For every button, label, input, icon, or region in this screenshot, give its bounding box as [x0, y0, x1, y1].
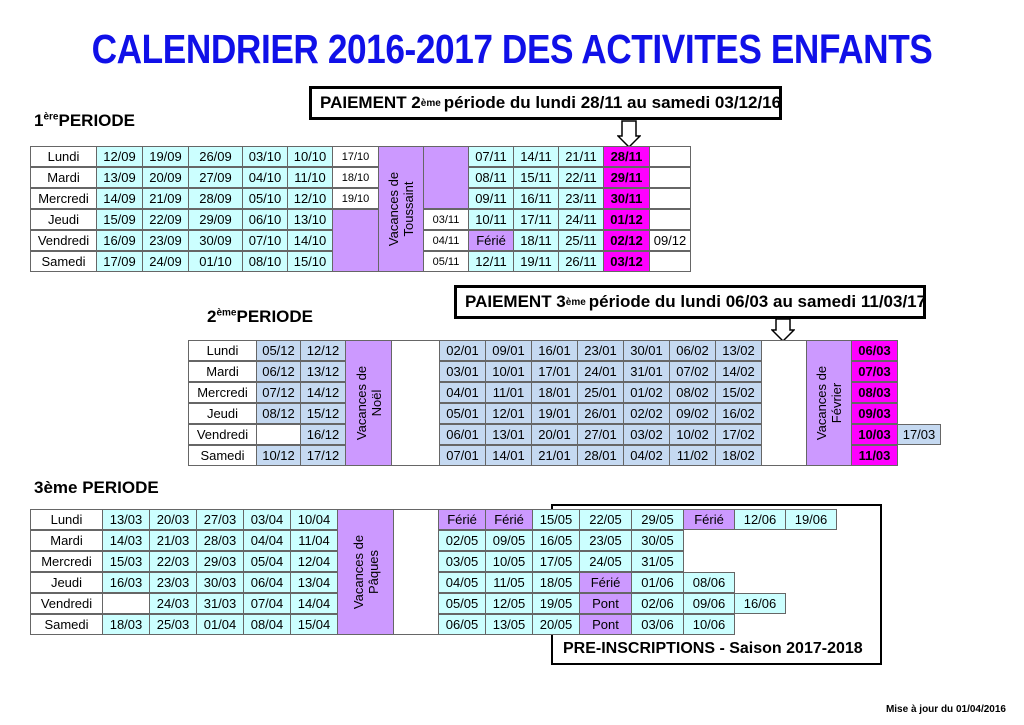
date-cell: 14/04: [290, 593, 338, 614]
date-cell: 20/01: [531, 424, 578, 445]
date-cell: 04/02: [623, 445, 670, 466]
vacation-fevrier: [806, 340, 852, 466]
date-cell: 16/03: [102, 572, 150, 593]
date-cell: 12/05: [485, 593, 533, 614]
date-cell: Férié: [438, 509, 486, 530]
date-cell: [256, 424, 301, 445]
date-cell: 19/11: [513, 251, 559, 272]
date-cell: 06/05: [438, 614, 486, 635]
date-cell: 24/05: [579, 551, 632, 572]
date-cell: 13/03: [102, 509, 150, 530]
day-label: Lundi: [188, 340, 257, 361]
day-label: Samedi: [188, 445, 257, 466]
date-cell: [102, 593, 150, 614]
vacation-noel-label: Vacances de Noël: [353, 365, 384, 441]
period3-title: 3ème PERIODE: [34, 478, 159, 497]
date-cell: 15/05: [532, 509, 580, 530]
vacation-block: [332, 209, 379, 272]
date-cell: 19/01: [531, 403, 578, 424]
date-cell: 14/01: [485, 445, 532, 466]
day-label: Mercredi: [188, 382, 257, 403]
date-cell: 14/02: [715, 361, 762, 382]
date-cell: 28/01: [577, 445, 624, 466]
date-cell: 20/03: [149, 509, 197, 530]
date-cell: 16/12: [300, 424, 346, 445]
payment-date-cell: 09/03: [851, 403, 898, 424]
date-cell: 19/06: [785, 509, 837, 530]
date-cell: 19/05: [532, 593, 580, 614]
period2-payment-box: [454, 285, 926, 319]
date-cell: 15/09: [96, 209, 143, 230]
date-cell: 10/06: [683, 614, 735, 635]
date-cell: 07/12: [256, 382, 301, 403]
date-cell: 09/06: [683, 593, 735, 614]
date-cell: 08/10: [242, 251, 288, 272]
date-cell: 22/09: [142, 209, 189, 230]
date-cell: 06/10: [242, 209, 288, 230]
day-label: Samedi: [30, 614, 103, 635]
date-cell: 08/06: [683, 572, 735, 593]
payment-date-cell: 03/12: [603, 251, 650, 272]
date-cell: 19/09: [142, 146, 189, 167]
vacation-toussaint-label: Vacances de Toussaint: [386, 171, 416, 247]
date-cell: 23/01: [577, 340, 624, 361]
date-cell: 22/11: [558, 167, 604, 188]
date-cell: 21/09: [142, 188, 189, 209]
date-cell: [649, 188, 691, 209]
date-cell: 06/04: [243, 572, 291, 593]
date-cell: 12/11: [468, 251, 514, 272]
vacation-fevrier-label: Vacances de Février: [814, 365, 844, 441]
date-cell: 02/05: [438, 530, 486, 551]
vacation-toussaint: [378, 146, 424, 272]
p2-payment-sup: ème: [565, 296, 586, 308]
day-label: Jeudi: [30, 572, 103, 593]
date-cell: 12/06: [734, 509, 786, 530]
date-cell: 14/11: [513, 146, 559, 167]
date-cell: 30/09: [188, 230, 243, 251]
date-cell: 10/02: [669, 424, 716, 445]
date-cell: 21/01: [531, 445, 578, 466]
date-cell: 11/01: [485, 382, 532, 403]
date-cell: 24/09: [142, 251, 189, 272]
p2-payment-post: période du lundi 06/03 au samedi 11/03/17: [588, 292, 927, 311]
date-cell: 23/03: [149, 572, 197, 593]
date-cell: 31/05: [631, 551, 684, 572]
payment-date-cell: 08/03: [851, 382, 898, 403]
period1-sup: ère: [43, 111, 59, 123]
date-cell: 04/11: [423, 230, 469, 251]
date-cell: 25/01: [577, 382, 624, 403]
date-cell: 16/09: [96, 230, 143, 251]
date-cell: 24/11: [558, 209, 604, 230]
date-cell: 24/03: [149, 593, 197, 614]
payment-date-cell: 11/03: [851, 445, 898, 466]
date-cell: 23/09: [142, 230, 189, 251]
date-cell: [649, 146, 691, 167]
date-cell: Pont: [579, 593, 632, 614]
date-cell: 04/04: [243, 530, 291, 551]
date-cell: 25/11: [558, 230, 604, 251]
date-cell: 02/01: [439, 340, 486, 361]
date-cell: 22/05: [579, 509, 632, 530]
day-label: Lundi: [30, 509, 103, 530]
day-label: Samedi: [30, 251, 97, 272]
date-cell: 13/12: [300, 361, 346, 382]
date-cell: 12/01: [485, 403, 532, 424]
date-cell: 16/06: [734, 593, 786, 614]
date-cell: 13/02: [715, 340, 762, 361]
date-cell: 11/05: [485, 572, 533, 593]
date-cell: 09/02: [669, 403, 716, 424]
date-cell: 09/11: [468, 188, 514, 209]
period1-label: PERIODE: [58, 111, 136, 130]
date-cell: 11/04: [290, 530, 338, 551]
p1-payment-post: période du lundi 28/11 au samedi 03/12/16: [443, 93, 782, 112]
date-cell: 17/01: [531, 361, 578, 382]
date-cell: 18/03: [102, 614, 150, 635]
date-cell: 27/01: [577, 424, 624, 445]
date-cell: 07/01: [439, 445, 486, 466]
date-cell: 10/11: [468, 209, 514, 230]
day-label: Jeudi: [188, 403, 257, 424]
payment-date-cell: 02/12: [603, 230, 650, 251]
date-cell: 04/01: [439, 382, 486, 403]
date-cell: 05/10: [242, 188, 288, 209]
date-cell: [649, 167, 691, 188]
vacation-block: [423, 146, 469, 209]
period2-number: 2: [207, 307, 217, 326]
date-cell: 03/10: [242, 146, 288, 167]
date-cell: 15/11: [513, 167, 559, 188]
date-cell: [649, 209, 691, 230]
day-label: Vendredi: [188, 424, 257, 445]
p1-payment-sup: ème: [420, 97, 441, 109]
date-cell: 07/02: [669, 361, 716, 382]
payment-date-cell: 29/11: [603, 167, 650, 188]
date-cell: 05/04: [243, 551, 291, 572]
date-cell: 20/09: [142, 167, 189, 188]
day-label: Vendredi: [30, 230, 97, 251]
down-arrow-icon: [771, 318, 795, 342]
vacation-noel: [345, 340, 392, 466]
date-cell: Férié: [485, 509, 533, 530]
date-cell: 20/05: [532, 614, 580, 635]
date-cell: 23/11: [558, 188, 604, 209]
date-cell: 01/06: [631, 572, 684, 593]
payment-date-cell: 01/12: [603, 209, 650, 230]
date-cell: 17/11: [513, 209, 559, 230]
date-cell: 01/10: [188, 251, 243, 272]
date-cell: 15/02: [715, 382, 762, 403]
date-cell: 09/12: [649, 230, 691, 251]
date-cell: 23/05: [579, 530, 632, 551]
date-cell: 08/11: [468, 167, 514, 188]
date-cell: Pont: [579, 614, 632, 635]
date-cell: 03/04: [243, 509, 291, 530]
date-cell: 17/03: [897, 424, 941, 445]
date-cell: 26/09: [188, 146, 243, 167]
date-cell: 06/12: [256, 361, 301, 382]
date-cell: 08/12: [256, 403, 301, 424]
date-cell: 11/10: [287, 167, 333, 188]
date-cell: 17/09: [96, 251, 143, 272]
date-cell: 05/01: [439, 403, 486, 424]
day-label: Jeudi: [30, 209, 97, 230]
p1-payment-pre: PAIEMENT 2: [320, 93, 421, 112]
date-cell: 12/12: [300, 340, 346, 361]
date-cell: 13/09: [96, 167, 143, 188]
date-cell: 16/05: [532, 530, 580, 551]
date-cell: 26/01: [577, 403, 624, 424]
date-cell: 03/06: [631, 614, 684, 635]
date-cell: 12/10: [287, 188, 333, 209]
date-cell: 07/10: [242, 230, 288, 251]
date-cell: 17/02: [715, 424, 762, 445]
date-cell: 14/03: [102, 530, 150, 551]
spacer: [761, 340, 807, 466]
date-cell: 25/03: [149, 614, 197, 635]
date-cell: 29/09: [188, 209, 243, 230]
date-cell: 06/02: [669, 340, 716, 361]
vacation-paques-label: Vacances de Pâques: [350, 534, 381, 610]
date-cell: 21/11: [558, 146, 604, 167]
date-cell: 10/10: [287, 146, 333, 167]
date-cell: 18/01: [531, 382, 578, 403]
date-cell: 10/04: [290, 509, 338, 530]
date-cell: 13/05: [485, 614, 533, 635]
date-cell: 17/12: [300, 445, 346, 466]
date-cell: 14/12: [300, 382, 346, 403]
date-cell: 10/12: [256, 445, 301, 466]
date-cell: Férié: [683, 509, 735, 530]
down-arrow-icon: [617, 120, 641, 148]
date-cell: 29/03: [196, 551, 244, 572]
date-cell: 31/01: [623, 361, 670, 382]
date-cell: 18/10: [332, 167, 379, 188]
page-title: CALENDRIER 2016-2017 DES ACTIVITES ENFANTS: [91, 26, 933, 72]
date-cell: 13/01: [485, 424, 532, 445]
date-cell: 18/11: [513, 230, 559, 251]
date-cell: 05/05: [438, 593, 486, 614]
payment-date-cell: 28/11: [603, 146, 650, 167]
date-cell: 24/01: [577, 361, 624, 382]
date-cell: Férié: [579, 572, 632, 593]
date-cell: 03/01: [439, 361, 486, 382]
date-cell: 30/03: [196, 572, 244, 593]
date-cell: 30/05: [631, 530, 684, 551]
vacation-paques: [337, 509, 394, 635]
date-cell: 07/04: [243, 593, 291, 614]
date-cell: 15/12: [300, 403, 346, 424]
date-cell: 05/12: [256, 340, 301, 361]
date-cell: 18/05: [532, 572, 580, 593]
date-cell: 28/03: [196, 530, 244, 551]
update-date: Mise à jour du 01/04/2016: [885, 704, 1006, 715]
date-cell: 08/04: [243, 614, 291, 635]
date-cell: 04/10: [242, 167, 288, 188]
period2-sup: ème: [216, 307, 237, 319]
date-cell: 09/01: [485, 340, 532, 361]
date-cell: 10/01: [485, 361, 532, 382]
date-cell: 03/05: [438, 551, 486, 572]
date-cell: 18/02: [715, 445, 762, 466]
date-cell: 16/01: [531, 340, 578, 361]
date-cell: 08/02: [669, 382, 716, 403]
date-cell: 17/10: [332, 146, 379, 167]
period1-title: [34, 111, 135, 131]
date-cell: 07/11: [468, 146, 514, 167]
period1-number: 1: [34, 111, 44, 130]
day-label: Mardi: [188, 361, 257, 382]
date-cell: 14/09: [96, 188, 143, 209]
payment-date-cell: 06/03: [851, 340, 898, 361]
date-cell: 02/02: [623, 403, 670, 424]
day-label: Lundi: [30, 146, 97, 167]
payment-date-cell: 10/03: [851, 424, 898, 445]
date-cell: 15/04: [290, 614, 338, 635]
date-cell: Férié: [468, 230, 514, 251]
date-cell: 04/05: [438, 572, 486, 593]
day-label: Mercredi: [30, 551, 103, 572]
date-cell: 12/09: [96, 146, 143, 167]
date-cell: 28/09: [188, 188, 243, 209]
period2-label: PERIODE: [236, 307, 314, 326]
date-cell: 13/10: [287, 209, 333, 230]
date-cell: 31/03: [196, 593, 244, 614]
date-cell: [649, 251, 691, 272]
date-cell: 16/02: [715, 403, 762, 424]
date-cell: 19/10: [332, 188, 379, 209]
spacer: [393, 509, 439, 635]
date-cell: 29/05: [631, 509, 684, 530]
date-cell: 22/03: [149, 551, 197, 572]
day-label: Vendredi: [30, 593, 103, 614]
date-cell: 01/02: [623, 382, 670, 403]
date-cell: 15/03: [102, 551, 150, 572]
period1-payment-box: [309, 86, 782, 120]
date-cell: 30/01: [623, 340, 670, 361]
date-cell: 12/04: [290, 551, 338, 572]
date-cell: 01/04: [196, 614, 244, 635]
payment-date-cell: 30/11: [603, 188, 650, 209]
date-cell: 11/02: [669, 445, 716, 466]
p2-payment-pre: PAIEMENT 3: [465, 292, 566, 311]
date-cell: 15/10: [287, 251, 333, 272]
date-cell: 16/11: [513, 188, 559, 209]
date-cell: 06/01: [439, 424, 486, 445]
date-cell: 09/05: [485, 530, 533, 551]
payment-date-cell: 07/03: [851, 361, 898, 382]
spacer: [391, 340, 440, 466]
date-cell: 02/06: [631, 593, 684, 614]
day-label: Mardi: [30, 167, 97, 188]
date-cell: 26/11: [558, 251, 604, 272]
date-cell: 27/03: [196, 509, 244, 530]
date-cell: 03/02: [623, 424, 670, 445]
period2-title: [207, 307, 313, 327]
date-cell: 14/10: [287, 230, 333, 251]
date-cell: 21/03: [149, 530, 197, 551]
date-cell: 03/11: [423, 209, 469, 230]
date-cell: 27/09: [188, 167, 243, 188]
day-label: Mardi: [30, 530, 103, 551]
day-label: Mercredi: [30, 188, 97, 209]
preinscriptions-label: PRE-INSCRIPTIONS - Saison 2017-2018: [563, 640, 863, 657]
date-cell: 13/04: [290, 572, 338, 593]
date-cell: 10/05: [485, 551, 533, 572]
date-cell: 17/05: [532, 551, 580, 572]
date-cell: 05/11: [423, 251, 469, 272]
